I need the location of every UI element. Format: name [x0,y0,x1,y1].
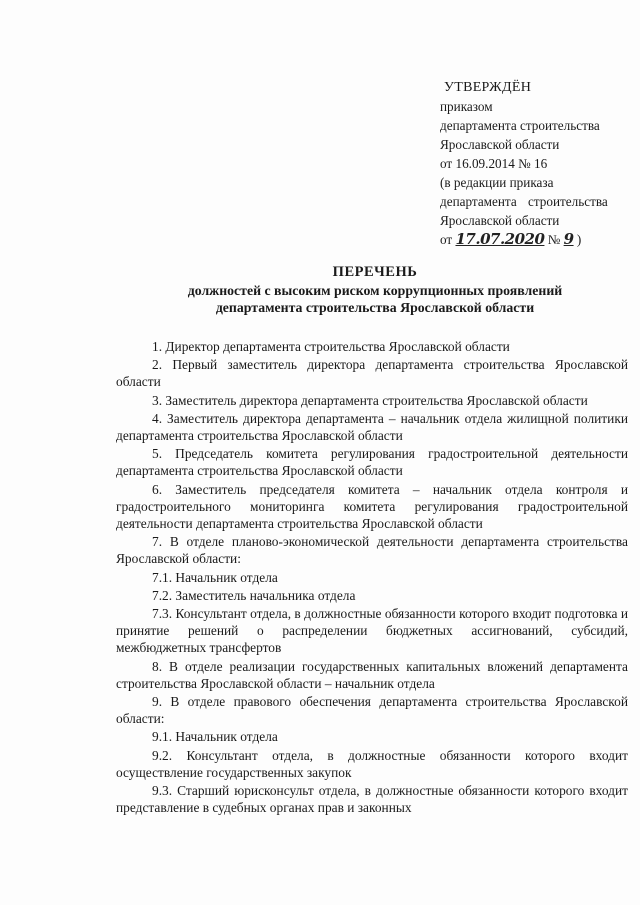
list-item: 6. Заместитель председателя комитета – начальник отдела контроля и градостроительного мониторинга комитета регулирования градостроительной деятельности департамента строительства Ярославской области [116,481,628,532]
approval-line: департамента строительства [440,118,600,133]
handwritten-date: 17.07.2020 [455,230,545,248]
approval-line: Ярославской области [440,213,560,228]
list-item: 2. Первый заместитель директора департамента строительства Ярославской области [116,357,628,390]
list-item: 7.1. Начальник отдела [152,569,278,585]
document-subtitle: департамента строительства Ярославской области [215,300,535,315]
approval-line: департамента строительства [440,194,608,209]
approval-line: приказом [440,99,493,114]
approval-line: (в редакции приказа [440,175,554,190]
list-item: 7.3. Консультант отдела, в должностные обязанности которого входит подготовка и принятие решений о распределении бюджетных ассигнований, субсидий, межбюджетных трансфертов [116,606,628,656]
list-item: 7. В отделе планово-экономической деятельности департамента строительства Ярославской области: [116,534,628,567]
from-prefix: от [440,232,453,247]
positions-list [116,338,628,816]
close-paren: ) [576,232,582,247]
list-item: 1. Директор департамента строительства Ярославской области [152,339,510,354]
approval-line: от 16.09.2014 № 16 [440,156,548,171]
number-sign: № [547,232,561,247]
list-item: 9.1. Начальник отдела [152,729,278,745]
list-item: 5. Председатель комитета регулирования градостроительной деятельности департамента строительства Ярославской области [116,446,628,479]
document-title: ПЕРЕЧЕНЬ [332,264,418,280]
list-item: 9. В отделе правового обеспечения департамента строительства Ярославской области: [116,694,628,727]
document-subtitle: должностей с высоким риском коррупционных проявлений [187,283,563,298]
approval-line: Ярославской области [440,137,560,152]
list-item: 4. Заместитель директора департамента – начальник отдела жилищной политики департамента строительства Ярославской области [116,410,628,444]
approval-date-line [440,230,635,249]
list-item: 7.2. Заместитель начальника отдела [152,587,356,603]
list-item: 8. В отделе реализации государственных капитальных вложений департамента строительства Ярославской области – начальник отдела [116,658,628,691]
document-heading [110,264,640,316]
approval-block [440,78,635,249]
handwritten-number: 9 [563,230,574,248]
approval-title: УТВЕРЖДЁН [444,80,532,95]
list-item: 3. Заместитель директора департамента строительства Ярославской области [152,392,588,408]
list-item: 9.2. Консультант отдела, в должностные обязанности которого входит осуществление государственных закупок [116,747,628,780]
list-item: 9.3. Старший юрисконсульт отдела, в должностные обязанности которого входит представление в судебных органах прав и законных [116,783,628,816]
